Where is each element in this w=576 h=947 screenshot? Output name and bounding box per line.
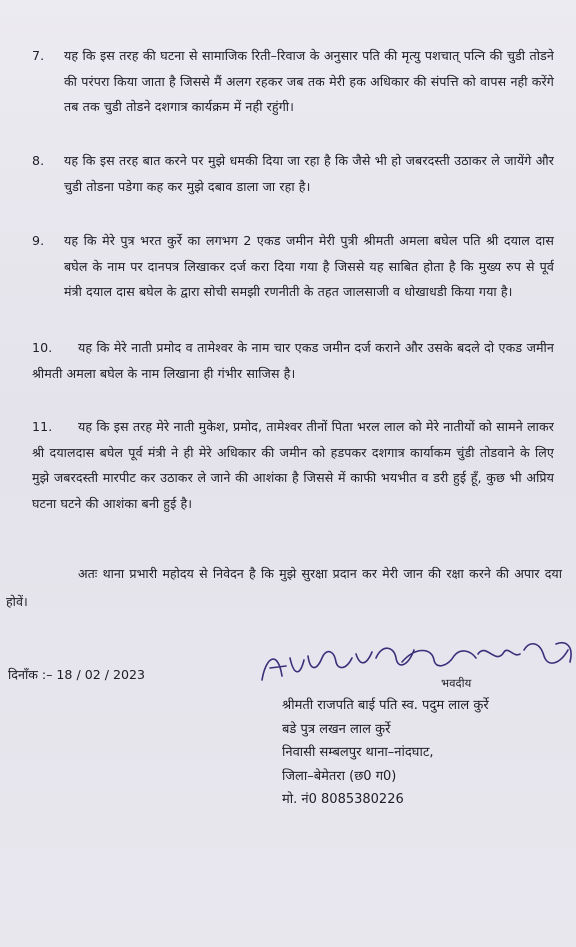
paragraph-number: 9.	[32, 233, 45, 248]
paragraph-text: यह कि इस तरह मेरे नाती मुकेश, प्रमोद, तामेश्वर तीनों पिता भरल लाल को मेरे नातीयों को सामने लाकर श्री दयालदास बघेल पूर्व मंत्री ने ही मेरे अधिकार की जमीन को हडपकर दशगात्र कार्याकम चुंडी तोडवाने के लिए मुझे जबरदस्ती मारपीट कर उठाकर ले जाने की आशंका है जिससे में काफी भयभीत व डरी हुई हूँ, कुछ भी अप्रिय घटना घटने की आशंका बनी हुई है।	[32, 419, 554, 511]
paragraph-number: 11.	[32, 419, 53, 434]
paragraph-8	[32, 148, 554, 199]
paragraph-7	[32, 43, 554, 120]
sender-mobile: मो. नं0 8085380226	[282, 792, 404, 808]
sender-district: जिला–बेमेतरा (छ0 ग0)	[282, 768, 397, 784]
paragraph-text: यह कि मेरे पुत्र भरत कुर्रे का लगभग 2 एकड जमीन मेरी पुत्री श्रीमती अमला बघेल पति श्री दयाल दास बघेल के नाम पर दानपत्र लिखाकर दर्ज करा दिया गया है जिससे यह साबित होता है कि मुख्य रुप से पूर्व मंत्री दयाल दास बघेल के द्वारा सोची समझी रणनीती के तहत जालसाजी व धोखाधडी किया गया है।	[64, 233, 554, 300]
paragraph-10	[32, 335, 554, 386]
paragraph-11	[32, 414, 554, 516]
handwritten-signature	[256, 636, 576, 688]
svg-text:आ रो दिकृवारते: आ रो दिकृवारते	[284, 672, 290, 673]
sender-son: बडे पुत्र लखन लाल कुर्रे	[282, 721, 391, 737]
paragraph-text: यह कि मेरे नाती प्रमोद व तामेश्वर के नाम चार एकड जमीन दर्ज कराने और उसके बदले दो एकड जमीन श्रीमती अमला बघेल के नाम लिखाना ही गंभीर साजिस है।	[32, 340, 554, 381]
closing-request: अतः थाना प्रभारी महोदय से निवेदन है कि मुझे सुरक्षा प्रदान कर मेरी जान की रक्षा करने की अपार दया होवें।	[6, 566, 562, 609]
sender-name: श्रीमती राजपति बाई पति स्व. पदुम लाल कुर्रे	[282, 698, 489, 713]
paragraph-number: 10.	[32, 340, 53, 355]
closing-word: भवदीय	[441, 676, 472, 690]
sender-residence: निवासी सम्बलपुर थाना–नांदघाट,	[282, 745, 434, 761]
paragraph-9	[32, 228, 554, 305]
paragraph-number: 7.	[32, 48, 45, 63]
paragraph-number: 8.	[32, 153, 45, 168]
date-line: दिनाँक :– 18 / 02 / 2023	[8, 667, 146, 682]
sender-block	[282, 694, 489, 812]
paragraph-text: यह कि इस तरह की घटना से सामाजिक रिती–रिवाज के अनुसार पति की मृत्यु पशचात् पत्नि की चुडी तोडने की परंपरा किया जाता है जिससे मैं अलग रहकर जब तक मेरी हक अधिकार की संपत्ति को वापस नही करेंगे तब तक चुडी तोडने दशगात्र कार्यक्रम में नही रहुंगी।	[64, 48, 554, 115]
paragraph-text: यह कि इस तरह बात करने पर मुझे धमकी दिया जा रहा है कि जैसे भी हो जबरदस्ती उठाकर ले जायेंगे और चुडी तोडना पडेगा कह कर मुझे दबाव डाला जा रहा है।	[64, 153, 554, 194]
